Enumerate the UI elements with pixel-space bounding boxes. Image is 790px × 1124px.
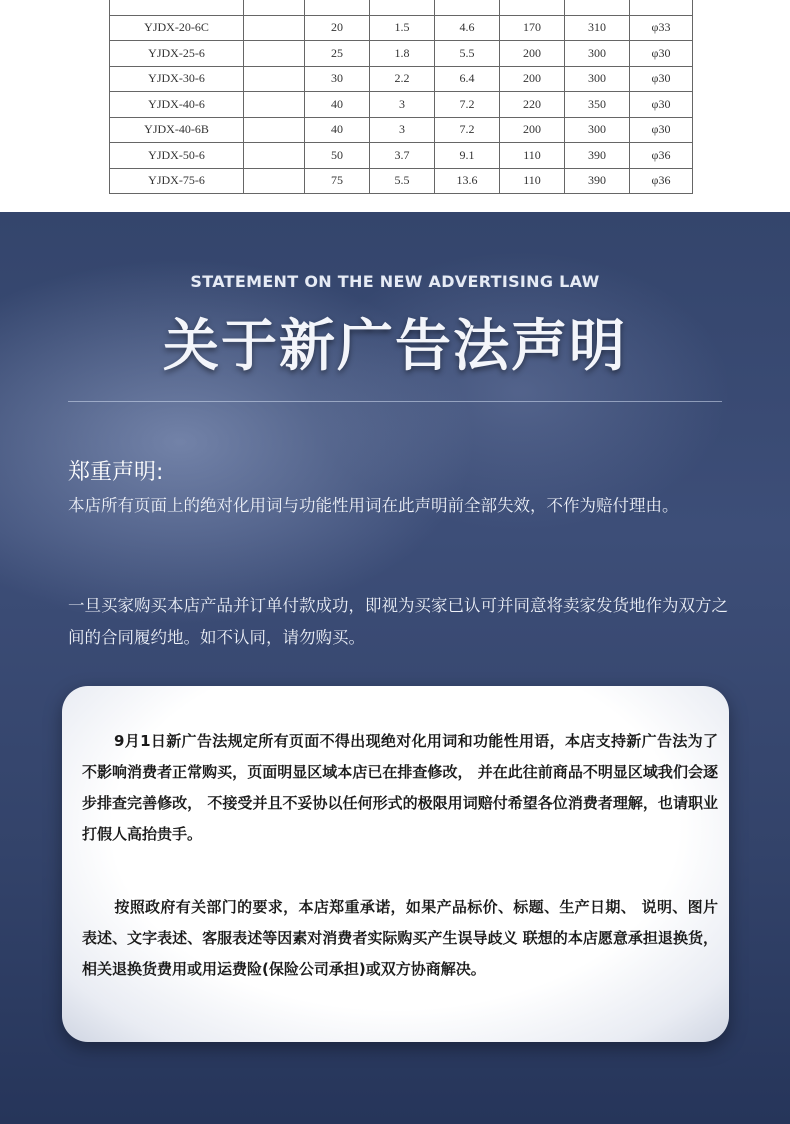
table-cell-v6: φ30	[630, 117, 693, 143]
statement-en-title: STATEMENT ON THE NEW ADVERTISING LAW	[190, 272, 600, 291]
statement-cn-title: 关于新广告法声明	[163, 314, 627, 379]
table-cell-model: YJDX-75-6	[110, 168, 244, 194]
table-cell-v6: φ36	[630, 143, 693, 169]
table-cell-v5: 300	[565, 117, 630, 143]
table-row	[110, 92, 693, 118]
advertising-law-statement	[0, 212, 790, 1124]
table-cell-blank	[244, 66, 305, 92]
table-cell-v3: 4.6	[435, 15, 500, 41]
notice-paragraph-2	[82, 892, 718, 985]
table-cell-v1: 40	[305, 117, 370, 143]
table-cell-v3: 6.4	[435, 66, 500, 92]
table-cell-model: YJDX-30-6	[110, 66, 244, 92]
table-cell-v6: φ30	[630, 92, 693, 118]
table-cell-v5: 350	[565, 92, 630, 118]
table-cell-v4: 110	[500, 143, 565, 169]
table-cell-v1: 20	[305, 15, 370, 41]
title-divider	[68, 401, 722, 402]
table-cell-v3: 7.2	[435, 117, 500, 143]
table-cell-v4: 170	[500, 15, 565, 41]
spec-table	[109, 0, 693, 194]
table-cell-model: YJDX-40-6	[110, 92, 244, 118]
table-row	[110, 143, 693, 169]
table-row	[110, 66, 693, 92]
table-cell-blank	[244, 117, 305, 143]
table-cell-v4: 200	[500, 117, 565, 143]
notice-card	[62, 686, 729, 1042]
table-cell-model: YJDX-25-6	[110, 41, 244, 67]
statement-paragraph-2: 一旦买家购买本店产品并订单付款成功，即视为买家已认可并同意将卖家发货地作为双方之间的合同履约地。如不认同，请勿购买。	[68, 596, 728, 647]
table-cell-v2: 1.8	[370, 41, 435, 67]
table-cell-v1: 25	[305, 41, 370, 67]
table-cell-model: YJDX-50-6	[110, 143, 244, 169]
table-cell-v2: 2.2	[370, 66, 435, 92]
table-cell-blank	[244, 143, 305, 169]
table-cell-v5: 390	[565, 168, 630, 194]
spec-table-area	[0, 0, 790, 212]
notice-paragraph-2-text: 按照政府有关部门的要求，本店郑重承诺，如果产品标价、标题、生产日期、 说明、图片表述、文字表述、客服表述等因素对消费者实际购买产生误导歧义 联想的本店愿意承担退换货，相关退换货费用或用运费险(保险公司承担)或双方协商解决。	[82, 898, 718, 978]
table-cell-v2: 3.7	[370, 143, 435, 169]
notice-paragraph-1-text: 9月1日新广告法规定所有页面不得出现绝对化用词和功能性用语，本店支持新广告法为了不影响消费者正常购买，页面明显区域本店已在排查修改， 并在此往前商品不明显区域我们会逐步排查完善修改， 不接受并且不妥协以任何形式的极限用词赔付希望各位消费者理解，也请职业打假人高抬贵手。	[82, 732, 718, 843]
table-cell-blank	[244, 41, 305, 67]
table-cell-v5: 310	[565, 15, 630, 41]
table-cell-v2: 3	[370, 117, 435, 143]
table-cell-v3: 9.1	[435, 143, 500, 169]
spec-table-body	[110, 0, 693, 194]
table-cell-v2: 1.5	[370, 15, 435, 41]
table-cell-blank	[244, 168, 305, 194]
table-row	[110, 168, 693, 194]
table-row	[110, 15, 693, 41]
table-cell-v4: 200	[500, 66, 565, 92]
table-cell-v6: φ30	[630, 41, 693, 67]
table-row	[110, 117, 693, 143]
table-cell-v1: 30	[305, 66, 370, 92]
notice-paragraph-1	[82, 726, 718, 850]
table-cell-v4: 200	[500, 41, 565, 67]
table-cell-v4: 110	[500, 168, 565, 194]
table-cell-model: YJDX-40-6B	[110, 117, 244, 143]
table-cell-v6: φ33	[630, 15, 693, 41]
table-cell-blank	[244, 15, 305, 41]
table-row-partial	[110, 0, 693, 15]
table-cell-model: YJDX-20-6C	[110, 15, 244, 41]
solemn-statement-heading: 郑重声明:	[68, 460, 164, 485]
table-cell-v2: 3	[370, 92, 435, 118]
table-cell-v1: 40	[305, 92, 370, 118]
table-cell-v3: 7.2	[435, 92, 500, 118]
statement-paragraph-1: 本店所有页面上的绝对化用词与功能性用词在此声明前全部失效，不作为赔付理由。	[68, 496, 679, 515]
table-cell-v3: 13.6	[435, 168, 500, 194]
table-cell-v5: 300	[565, 66, 630, 92]
table-cell-v1: 75	[305, 168, 370, 194]
table-cell-blank	[244, 92, 305, 118]
table-cell-v3: 5.5	[435, 41, 500, 67]
table-cell-v2: 5.5	[370, 168, 435, 194]
table-cell-v4: 220	[500, 92, 565, 118]
table-cell-v6: φ36	[630, 168, 693, 194]
table-cell-v5: 390	[565, 143, 630, 169]
table-row	[110, 41, 693, 67]
table-cell-v5: 300	[565, 41, 630, 67]
table-cell-v1: 50	[305, 143, 370, 169]
table-cell-v6: φ30	[630, 66, 693, 92]
